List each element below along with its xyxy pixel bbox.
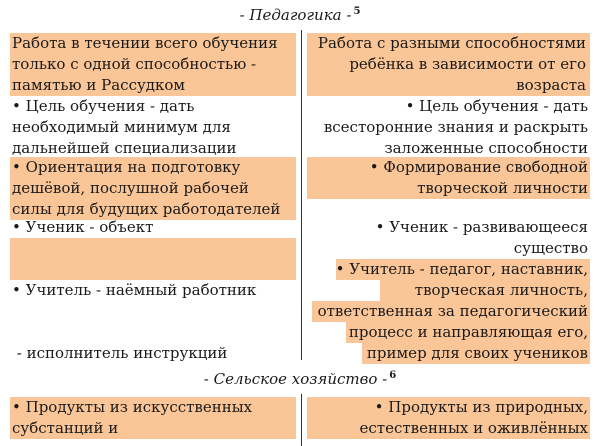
text-line: всесторонние знания и раскрыть <box>323 118 588 136</box>
text-line: • Ученик - развивающееся <box>375 218 588 236</box>
text-line: • Продукты из искусственных <box>12 398 253 416</box>
text-line: Работа в течении всего обучения <box>12 34 278 52</box>
text-line: ребёнка в зависимости от его <box>349 55 586 73</box>
text-line: силы для будущих работодателей <box>12 200 281 218</box>
text-line: заложенные способности <box>384 139 588 157</box>
text-line: • Формирование свободной <box>369 158 588 176</box>
text-line: возраста <box>516 76 586 94</box>
text-line: процесс и направляющая его, <box>348 323 588 341</box>
section-title-agriculture <box>0 366 600 389</box>
text-line: только с одной способностью - <box>12 55 257 73</box>
text-line: - исполнитель инструкций <box>12 344 228 362</box>
text-line: • Цель обучения - дать <box>405 97 588 115</box>
footnote-marker: 6 <box>389 370 397 381</box>
left-teacher <box>12 238 256 385</box>
right-orientation <box>370 157 588 199</box>
text-line: ответственная за педагогический <box>317 302 588 320</box>
column-divider <box>301 30 302 360</box>
text-line: • Продукты из природных, <box>374 398 588 416</box>
text-line: необходимый минимум для <box>12 118 231 136</box>
text-line: пример для своих учеников <box>366 344 588 362</box>
right-heading <box>318 33 586 96</box>
right-teacher <box>318 259 588 364</box>
section-title-text: - Педагогика - <box>239 6 352 24</box>
text-line: естественных и оживлённых <box>359 419 588 437</box>
footnote-marker: 5 <box>353 6 361 17</box>
right-products <box>360 397 588 439</box>
text-line: • Ученик - объект <box>12 218 154 236</box>
text-line: творческая личность, <box>414 281 588 299</box>
text-line: • Учитель - педагог, наставник, <box>335 260 588 278</box>
text-line: • Учитель - наёмный работник <box>12 281 257 299</box>
text-line: дешёвой, послушной рабочей <box>12 179 249 197</box>
right-student <box>376 217 588 259</box>
left-student <box>12 217 153 238</box>
section-title-pedagogy <box>0 2 600 25</box>
right-goal <box>324 96 588 159</box>
text-line: памятью и Рассудком <box>12 76 186 94</box>
text-line: существо <box>513 239 588 257</box>
text-line: Работа с разными способностями <box>317 34 586 52</box>
text-line: дальнейшей специализации <box>12 139 237 157</box>
text-line: творческой личности <box>417 179 588 197</box>
text-line: • Ориентация на подготовку <box>12 158 241 176</box>
left-orientation <box>12 157 280 220</box>
section-title-text: - Сельское хозяйство - <box>203 370 388 388</box>
text-line: субстанций и <box>12 419 119 437</box>
column-divider <box>301 394 302 446</box>
left-products <box>12 397 252 439</box>
left-goal <box>12 96 237 159</box>
text-line: • Цель обучения - дать <box>12 97 195 115</box>
left-heading <box>12 33 278 96</box>
